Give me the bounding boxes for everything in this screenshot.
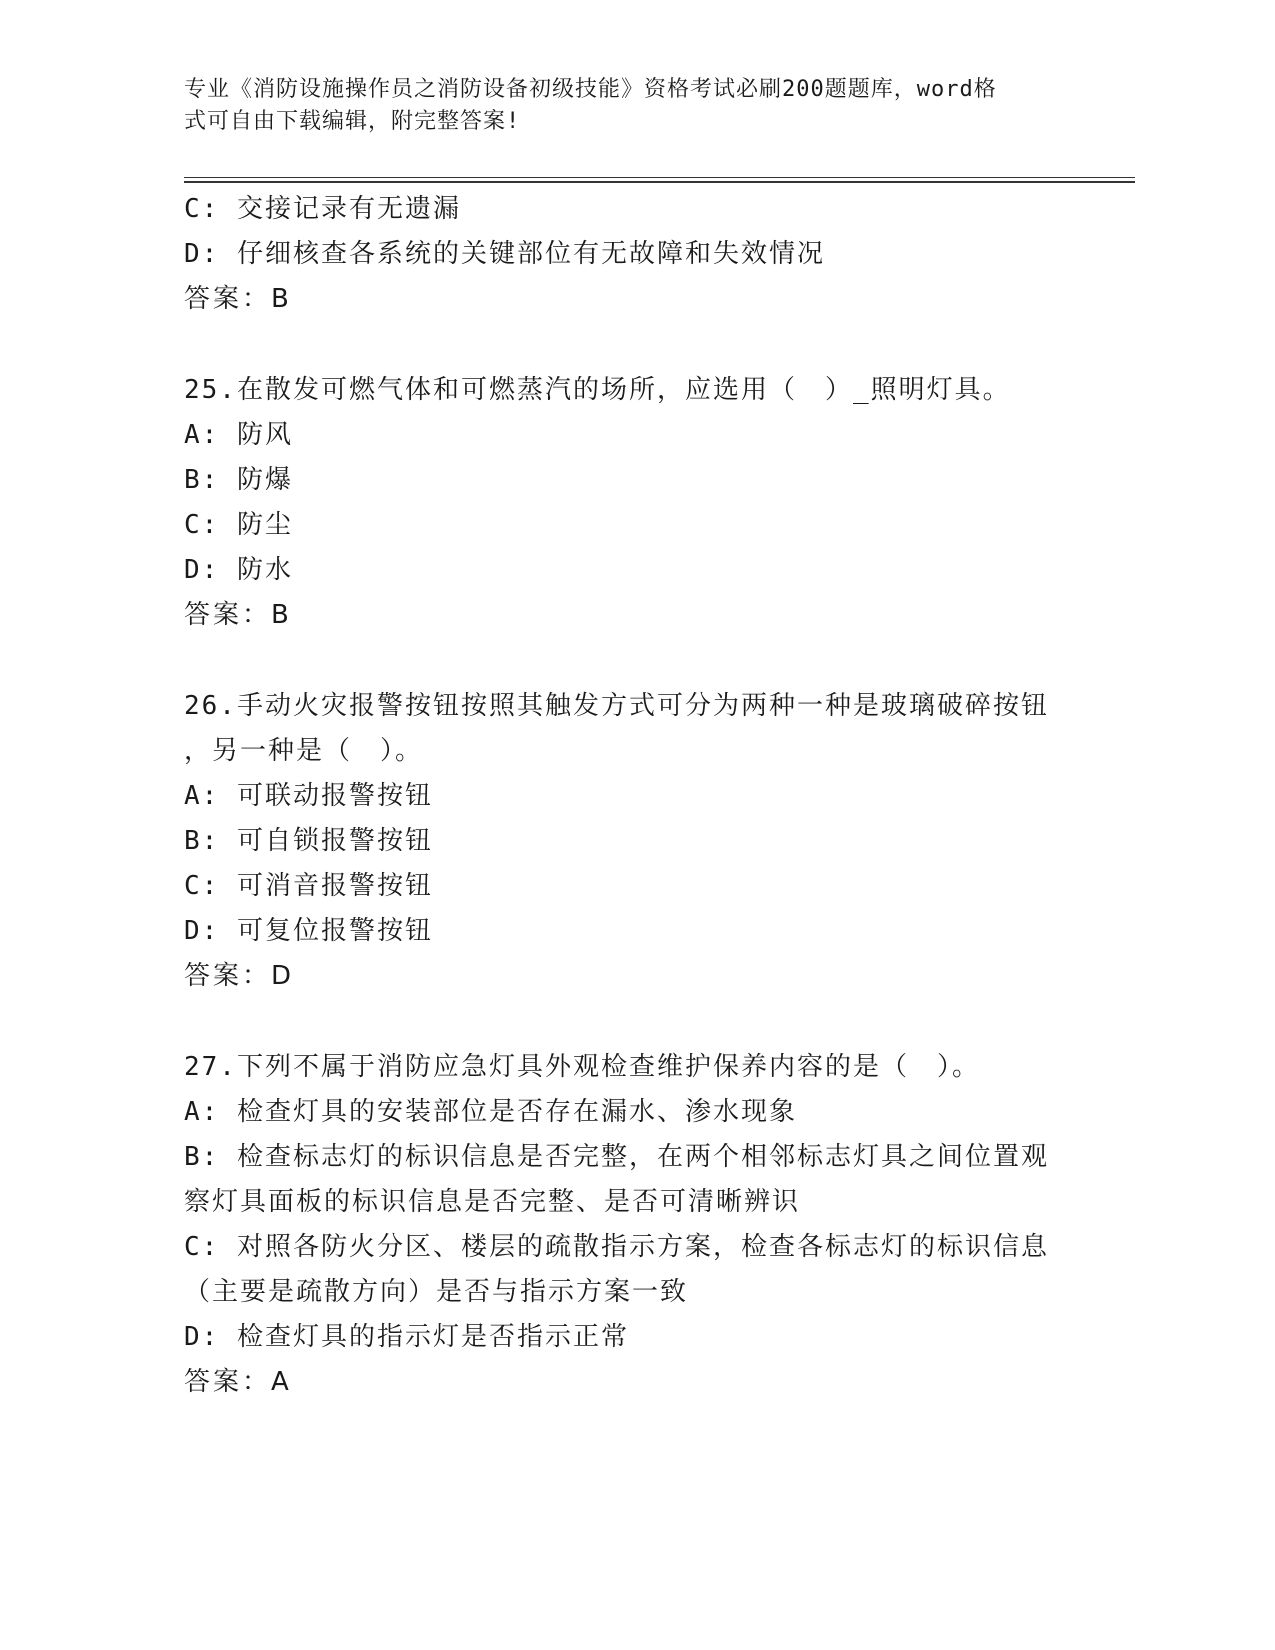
question-stem: 27.下列不属于消防应急灯具外观检查维护保养内容的是（ ）。: [184, 1052, 980, 1082]
option-b-continued: 察灯具面板的标识信息是否完整、是否可清晰辨识: [184, 1187, 801, 1217]
option-c: C: 可消音报警按钮: [184, 871, 433, 901]
answer: 答案：D: [184, 961, 295, 991]
question-stem: 25.在散发可燃气体和可燃蒸汽的场所，应选用（ ）_照明灯具。: [184, 375, 1011, 405]
option-b: B: 防爆: [184, 465, 293, 495]
option-c-continued: （主要是疏散方向）是否与指示方案一致: [184, 1277, 689, 1307]
question-stem: 26.手动火灾报警按钮按照其触发方式可分为两种一种是玻璃破碎按钮: [184, 691, 1049, 721]
option-d: D: 仔细核查各系统的关键部位有无故障和失效情况: [184, 239, 825, 269]
option-c: C: 防尘: [184, 510, 293, 540]
option-b: B: 可自锁报警按钮: [184, 826, 433, 856]
option-c: C: 对照各防火分区、楼层的疏散指示方案，检查各标志灯的标识信息: [184, 1232, 1049, 1262]
answer: 答案：A: [184, 1367, 292, 1397]
header-line-1: 专业《消防设施操作员之消防设备初级技能》资格考试必刷200题题库，word格: [184, 77, 997, 102]
option-a: A: 防风: [184, 420, 293, 450]
option-a: A: 可联动报警按钮: [184, 781, 433, 811]
option-d: D: 检查灯具的指示灯是否指示正常: [184, 1322, 629, 1352]
option-b: B: 检查标志灯的标识信息是否完整，在两个相邻标志灯具之间位置观: [184, 1142, 1049, 1172]
question-stem-continued: ，另一种是（ ）。: [184, 736, 424, 766]
option-d: D: 防水: [184, 555, 293, 585]
option-c: C: 交接记录有无遗漏: [184, 194, 461, 224]
header-line-2: 式可自由下载编辑，附完整答案!: [184, 109, 521, 134]
header-divider-thick: [184, 181, 1135, 183]
option-d: D: 可复位报警按钮: [184, 916, 433, 946]
header-divider-thin: [184, 177, 1135, 178]
answer: 答案：B: [184, 284, 292, 314]
answer: 答案：B: [184, 600, 292, 630]
option-a: A: 检查灯具的安装部位是否存在漏水、渗水现象: [184, 1097, 797, 1127]
document-header: [184, 74, 1064, 138]
question-list: [184, 187, 1084, 1405]
